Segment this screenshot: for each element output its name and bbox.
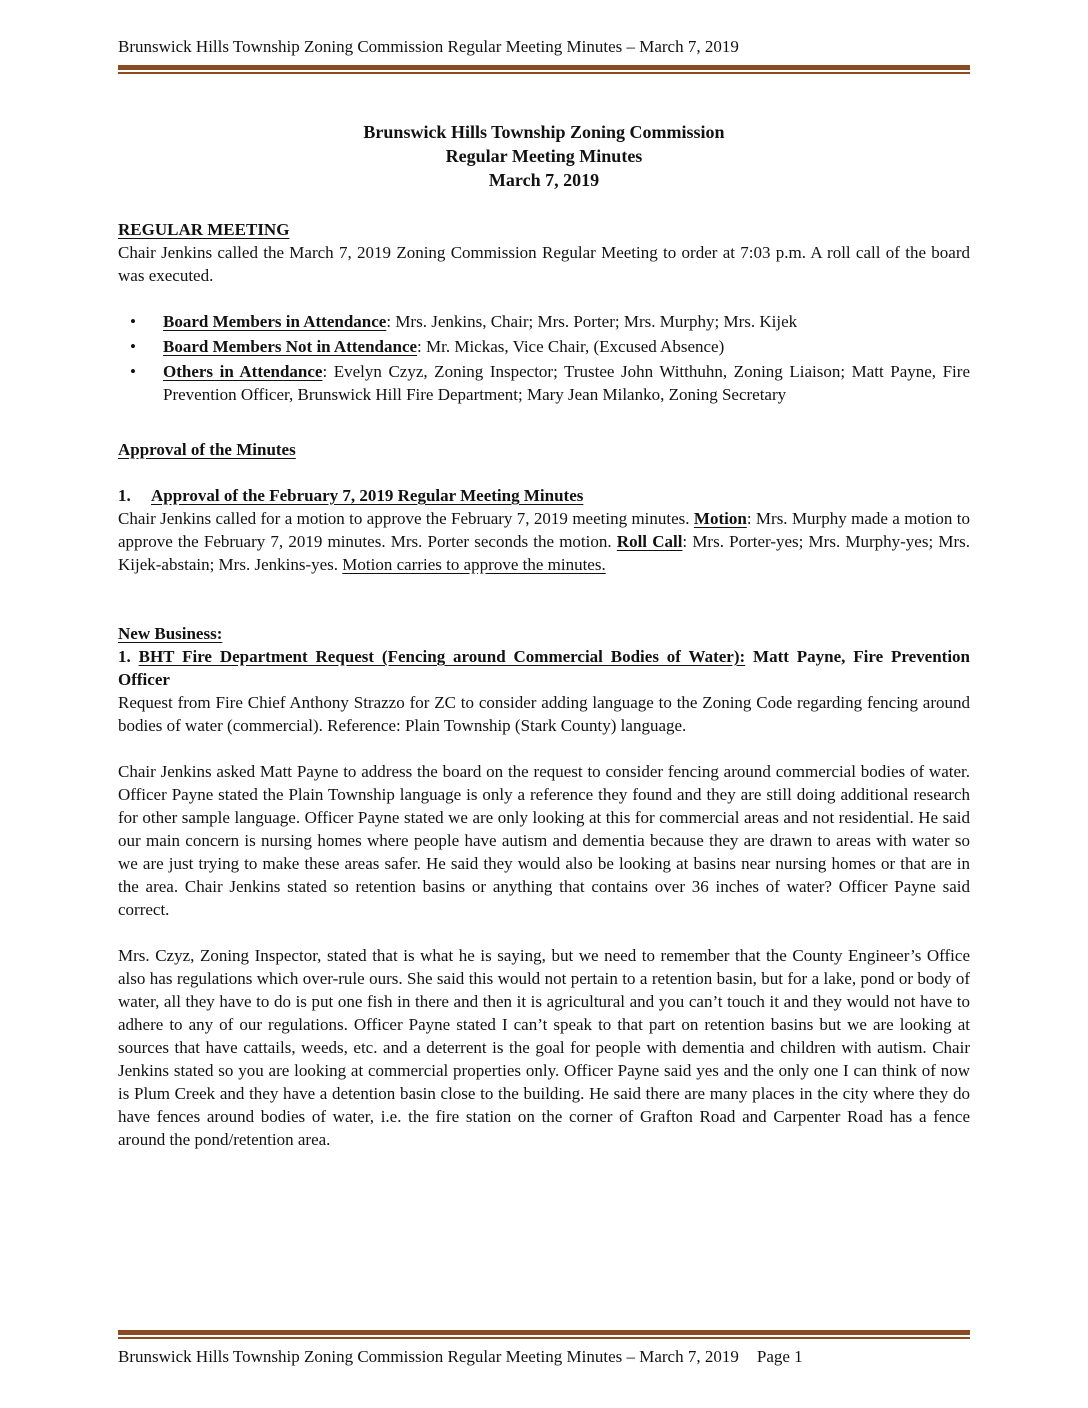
regular-meeting-heading: REGULAR MEETING [118,220,290,239]
document-body [0,120,1088,1151]
approval-item-heading [118,484,970,507]
attendance-list [118,310,970,406]
motion-outcome-text: Motion carries to approve the minutes. [342,555,606,574]
section-regular-meeting [118,218,970,406]
footer-rule [118,1330,970,1339]
header-rule [118,65,970,74]
motion-lead-text: Chair Jenkins called for a motion to approve the February 7, 2019 meeting minutes. [118,509,694,528]
attendance-item-members-absent [118,335,970,358]
title-line-org: Brunswick Hills Township Zoning Commission [363,122,725,142]
new-business-item-heading [118,645,970,691]
discussion-paragraph-2: Mrs. Czyz, Zoning Inspector, stated that is what he is saying, but we need to remember that the County Engineer’s Office also has regulations which over-rule ours. She said this would not pertain to a retention basin, but for a lake, pond or body of water, all they have to do is put one fish in there and then it is agricultural and you can’t touch it and they would not have to adhere to any of our regulations. Officer Payne stated I can’t speak to that part on retention basins but we are looking at sources that have cattails, weeds, etc. and a deterrent is the goal for people with dementia and children with autism. Chair Jenkins stated so you are looking at commercial properties only. Officer Payne said yes and the only one I can think of now is Plum Creek and they have a detention basin close to the building. He said there are many places in the city where they do have fences around bodies of water, i.e. the fire station on the corner of Grafton Road and Carpenter Road has a fence around the pond/retention area. [118,946,970,1149]
attendance-value: : Mrs. Jenkins, Chair; Mrs. Porter; Mrs. Murphy; Mrs. Kijek [386,312,798,331]
attendance-label: Board Members in Attendance [163,312,387,331]
attendance-label: Others in Attendance [163,362,323,381]
title-line-date: March 7, 2019 [488,170,600,190]
header-rule-thin [118,72,970,74]
motion-label: Motion [693,509,747,528]
title-line-doc-type: Regular Meeting Minutes [445,146,643,166]
bullet-icon: • [130,312,136,331]
discussion-paragraph-1: Chair Jenkins asked Matt Payne to address the board on the request to consider fencing around commercial bodies of water. Officer Payne stated the Plain Township language is only a reference they found and they are still doing additional research for other sample language. Officer Payne stated we are only looking at this for commercial areas and not residential. He said our main concern is nursing homes where people have autism and dementia because they are drawn to areas with water so we are just trying to make these areas safer. He said they would also be looking at basins near nursing homes or that are in the area. Chair Jenkins stated so retention basins or anything that contains over 36 inches of water? Officer Payne said correct. [118,762,970,919]
header-running-title: Brunswick Hills Township Zoning Commission Regular Meeting Minutes – March 7, 2019 [118,37,739,56]
document-title [118,120,970,192]
attendance-label: Board Members Not in Attendance [163,337,418,356]
motion-text: : Mrs. Murphy made a motion to approve the February 7, 2019 minutes. Mrs. Porter seconds the motion. [118,509,970,551]
section-new-business [118,622,970,1151]
bullet-icon: • [130,362,136,381]
footer-rule-thick [118,1330,970,1335]
call-to-order-paragraph: Chair Jenkins called the March 7, 2019 Zoning Commission Regular Meeting to order at 7:03 p.m. A roll call of the board was executed. [118,243,970,285]
approval-item-title: Approval of the February 7, 2019 Regular Meeting Minutes [151,486,584,505]
footer-title-text: Brunswick Hills Township Zoning Commission Regular Meeting Minutes – March 7, 2019 [118,1347,739,1366]
attendance-value: : Mr. Mickas, Vice Chair, (Excused Absence) [417,337,725,356]
approval-heading: Approval of the Minutes [118,440,296,459]
approval-motion-paragraph [118,507,970,576]
footer-running-title [118,1345,970,1368]
request-paragraph: Request from Fire Chief Anthony Strazzo for ZC to consider adding language to the Zoning Code regarding fencing around bodies of water (commercial). Reference: Plain Township (Stark County) language. [118,693,970,735]
bullet-icon: • [130,337,136,356]
page-header [0,0,1088,74]
footer-rule-thin [118,1337,970,1339]
header-rule-thick [118,65,970,70]
attendance-value: : Evelyn Czyz, Zoning Inspector; Trustee John Witthuhn, Zoning Liaison; Matt Payne, Fire Prevention Officer, Brunswick Hill Fire Department; Mary Jean Milanko, Zoning Secretary [163,362,970,404]
attendance-item-members-present [118,310,970,333]
attendance-item-others [118,360,970,406]
page-footer [118,1323,970,1368]
new-business-item-title: BHT Fire Department Request (Fencing around Commercial Bodies of Water): [138,647,746,666]
new-business-heading: New Business: [118,624,223,643]
roll-call-text: : Mrs. Porter-yes; Mrs. Murphy-yes; Mrs. Kijek-abstain; Mrs. Jenkins-yes. [118,532,970,574]
roll-call-label: Roll Call [616,532,683,551]
item-number: 1. [118,486,131,505]
page-number: Page 1 [756,1347,803,1366]
item-number: 1. [118,647,139,666]
new-business-item-presenter: Matt Payne, Fire Prevention Officer [118,647,971,689]
section-approval-of-minutes [118,438,970,576]
